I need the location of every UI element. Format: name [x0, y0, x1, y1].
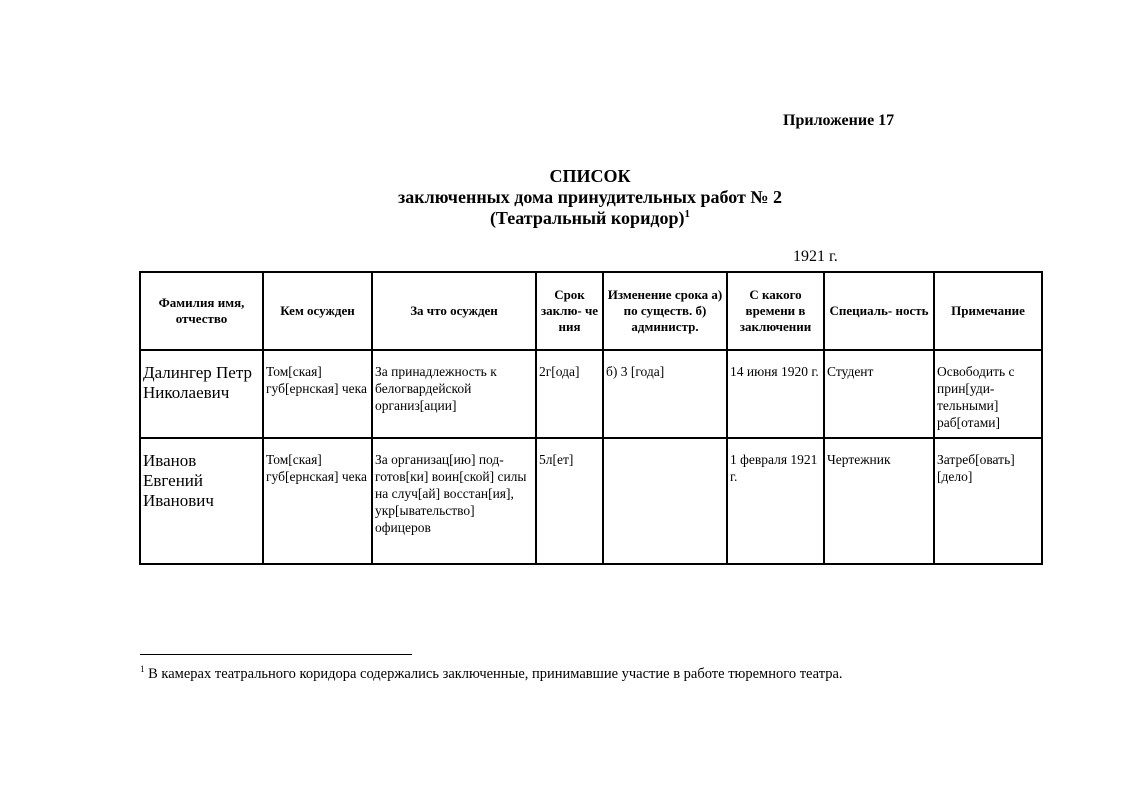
cell-specialty: Студент [824, 350, 934, 438]
document-year: 1921 г. [793, 248, 838, 265]
cell-since: 14 июня 1920 г. [727, 350, 824, 438]
title-subtitle: заключенных дома принудительных работ № 2 [398, 187, 782, 207]
col-header-since: С какого времени в заключении [727, 272, 824, 350]
title-corridor: (Театральный коридор) [489, 208, 685, 228]
document-title [330, 166, 850, 229]
cell-reason: За принадлежность к белогвардейской организ[ации] [372, 350, 536, 438]
cell-term: 2г[ода] [536, 350, 603, 438]
cell-note: Освободить с прин[уди- тельными] раб[отами] [934, 350, 1042, 438]
cell-sentenced-by: Том[ская] губ[ернская] чека [263, 438, 372, 564]
table-row [140, 350, 1042, 438]
cell-term-change: б) 3 [года] [603, 350, 727, 438]
cell-name: Иванов Евгений Иванович [140, 438, 263, 564]
cell-term: 5л[ет] [536, 438, 603, 564]
table-row [140, 438, 1042, 564]
col-header-term-change: Изменение срока а) по существ. б) администр. [603, 272, 727, 350]
cell-sentenced-by: Том[ская] губ[ернская] чека [263, 350, 372, 438]
col-header-note: Примечание [934, 272, 1042, 350]
cell-reason: За организац[ию] под- готов[ки] воин[ской] силы на случ[ай] восстан[ия], укр[ывательство] офицеров [372, 438, 536, 564]
title-corridor-line [330, 208, 850, 229]
col-header-reason: За что осужден [372, 272, 536, 350]
footnote-mark: 1 [140, 664, 145, 675]
title-heading: СПИСОК [549, 166, 631, 186]
cell-since: 1 февраля 1921 г. [727, 438, 824, 564]
title-footnote-mark: 1 [684, 208, 691, 220]
col-header-sentenced-by: Кем осужден [263, 272, 372, 350]
table-header-row [140, 272, 1042, 350]
footnote-text: В камерах театрального коридора содержались заключенные, принимавшие участие в работе тюремного театра. [144, 666, 843, 682]
cell-note: Затреб[овать] [дело] [934, 438, 1042, 564]
prisoner-table [139, 271, 1043, 565]
cell-term-change [603, 438, 727, 564]
col-header-specialty: Специаль- ность [824, 272, 934, 350]
appendix-label: Приложение 17 [783, 112, 895, 129]
col-header-term: Срок заклю- че ния [536, 272, 603, 350]
footnote-divider [140, 654, 412, 655]
cell-specialty: Чертежник [824, 438, 934, 564]
cell-name: Далингер Петр Николаевич [140, 350, 263, 438]
footnote [140, 666, 843, 683]
col-header-name: Фамилия имя, отчество [140, 272, 263, 350]
